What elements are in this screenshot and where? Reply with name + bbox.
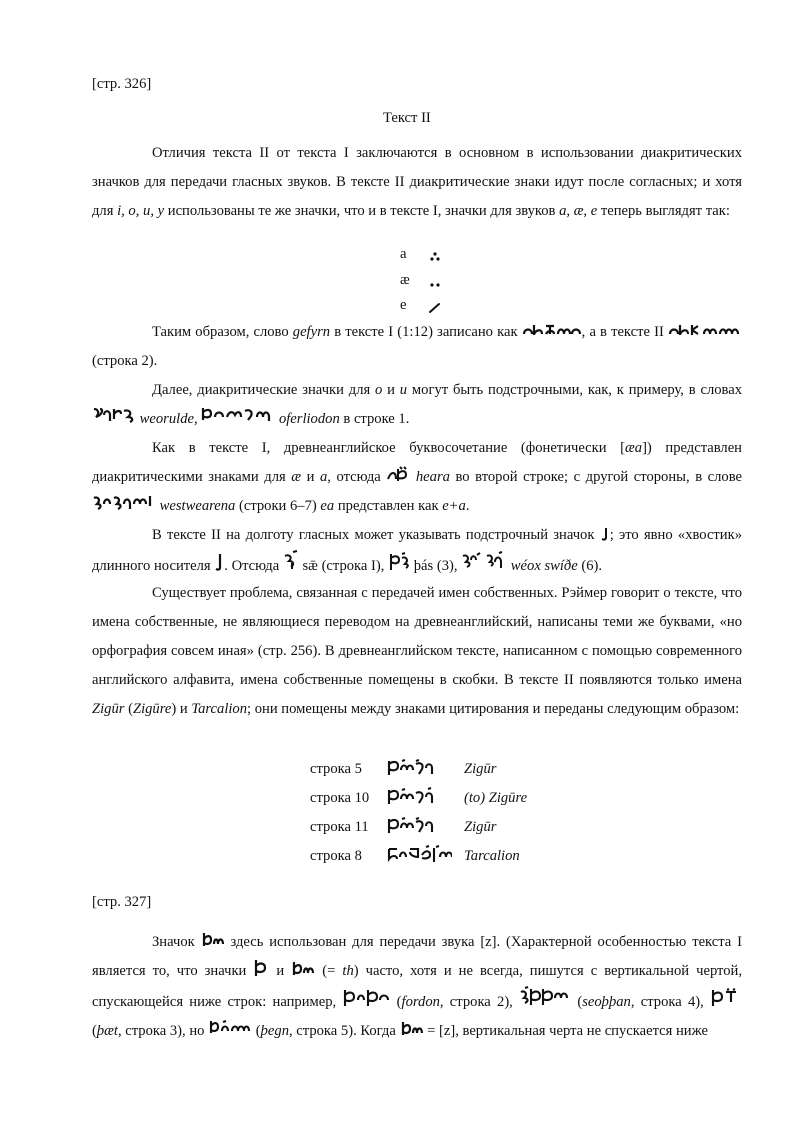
tengwar-formen-icon	[253, 959, 269, 977]
tengwar-pegn-icon	[208, 1019, 252, 1037]
short-tail-sign-icon	[600, 525, 610, 541]
two-dots-diacritic-icon	[428, 272, 442, 295]
diacritic-letter: a	[400, 246, 407, 262]
tengwar-gefyrn-text1-icon	[522, 322, 582, 338]
paragraph-3: Далее, диакритические значки для o и u могут быть подстрочными, как, к примеру, в словах weorulde, oferliodon в строке 1.	[92, 376, 742, 434]
paragraph-4: Как в тексте I, древнеанглийское буквосочетание (фонетически [æa]) представлен диакритическими знаками для æ и a, отсюда heara во второй строке; с другой стороны, в слове westwearena (строки 6–7) ea представлен как e+a.	[92, 440, 742, 514]
three-dots-diacritic-icon	[428, 246, 442, 269]
diacritic-e	[400, 297, 406, 314]
paragraph-7: Значок здесь использован для передачи звука [z]. (Характерной особенностью текста I является то, что значки и (= th) часто, хотя и не всегда, пишутся с вертикальной чертой, спускающейся ниже строк: например, (fordon, строка 2), (seoþþan, строка 4), (þæt, строка 3), но (þegn, строка 5). Когда = [z], вертикальная черта не спускается ниже	[92, 934, 743, 1039]
tengwar-zigure-icon	[386, 787, 434, 814]
long-carrier-icon	[214, 552, 224, 572]
tengwar-zigur-icon	[386, 758, 434, 785]
paragraph-2: Таким образом, слово gefyrn в тексте I (1:12) записано как , а в тексте II (строка 2).	[92, 318, 742, 376]
name-value: Tarcalion	[464, 848, 520, 864]
tengwar-oferliodon-icon	[201, 405, 275, 425]
line-ref: строка 8	[310, 848, 362, 864]
tengwar-weox-swide-icon	[461, 550, 507, 572]
diacritic-letter: e	[400, 297, 407, 313]
tengwar-heara-icon	[386, 465, 410, 483]
name-value: Zigūr	[464, 819, 497, 835]
tengwar-seoppan-icon	[519, 986, 571, 1008]
page-reference: [стр. 326]	[92, 76, 152, 92]
tengwar-z-sign-icon	[201, 932, 225, 948]
tengwar-sae-icon	[283, 550, 299, 572]
tengwar-pas-icon	[388, 552, 410, 572]
diacritic-ae	[400, 272, 410, 289]
tengwar-westwearena-icon	[92, 492, 156, 512]
page-reference: [стр. 327]	[92, 894, 152, 910]
tengwar-weorulde-icon	[92, 405, 136, 425]
tengwar-fordon-icon	[342, 988, 390, 1008]
tengwar-zigur-icon	[386, 816, 434, 843]
paragraph-1: Отличия текста II от текста I заключаются в основном в использовании диакритических значков для передачи гласных звуков. В тексте II диакритические знаки идут после согласных; и хотя для i, o, u, y использованы те же значки, что и в тексте I, значки для звуков a, æ, e теперь выглядят так:	[92, 145, 742, 219]
tengwar-paet-icon	[710, 988, 742, 1008]
tengwar-z-sign-icon	[400, 1021, 424, 1037]
line-ref: строка 5	[310, 761, 362, 777]
paragraph-5: В тексте II на долготу гласных может указывать подстрочный значок ; это явно «хвостик» длинного носителя . Отсюда sǣ (строка I), þás (3), wéox swíðe (6).	[92, 527, 742, 574]
tengwar-gefyrn-text2-icon	[668, 322, 742, 338]
section-heading: Текст II	[383, 110, 431, 126]
name-value: Zigūr	[464, 761, 497, 777]
diacritic-letter: æ	[400, 272, 410, 288]
tengwar-tarcalion-icon	[386, 845, 452, 872]
line-ref: строка 11	[310, 819, 369, 835]
paragraph-6: Существует проблема, связанная с передачей имен собственных. Рэймер говорит о тексте, что имена собственные, не являющиеся переводом на древнеанглийский, написаны теми же буквами, «но орфография совсем иная» (стр. 256). В древнеанглийском тексте, написанном с помощью современного английского алфавита, имена собственные помещены в скобки. В тексте II появляются только имена Zigūr (Zigūre) и Tarcalion; они помещены между знаками цитирования и переданы следующим образом:	[92, 585, 742, 717]
line-ref: строка 10	[310, 790, 370, 806]
acute-stroke-diacritic-icon	[428, 297, 442, 320]
name-value: (to) Zigūre	[464, 790, 528, 806]
tengwar-thule-icon	[291, 961, 315, 977]
diacritic-a	[400, 246, 406, 263]
